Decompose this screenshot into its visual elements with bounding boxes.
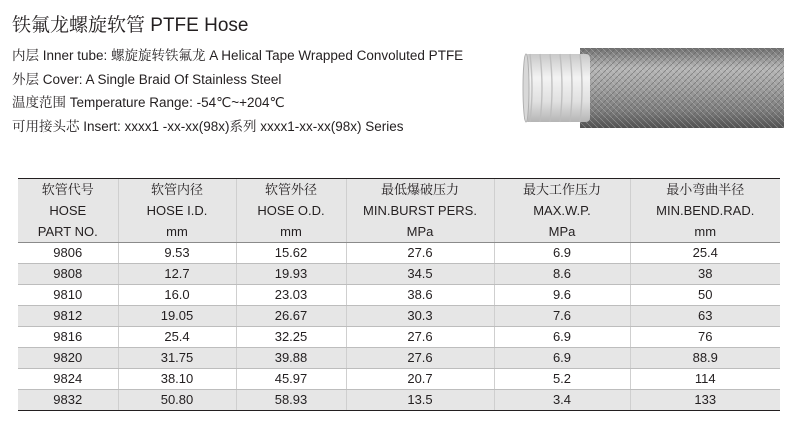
table-cell: 133 — [630, 390, 780, 411]
header-cell: 最低爆破压力 — [346, 179, 494, 201]
table-cell: 16.0 — [118, 285, 236, 306]
table-cell: 38 — [630, 264, 780, 285]
header-cell: MIN.BEND.RAD. — [630, 200, 780, 221]
table-cell: 5.2 — [494, 369, 630, 390]
header-cell: 软管代号 — [18, 179, 118, 201]
table-cell: 9820 — [18, 348, 118, 369]
table-cell: 9812 — [18, 306, 118, 327]
header-row-english — [18, 200, 780, 221]
header-row-units — [18, 221, 780, 243]
table-cell: 8.6 — [494, 264, 630, 285]
hose-spec-table — [18, 178, 780, 411]
table-cell: 38.6 — [346, 285, 494, 306]
table-row — [18, 369, 780, 390]
table-cell: 27.6 — [346, 327, 494, 348]
table-cell: 9.6 — [494, 285, 630, 306]
table-cell: 34.5 — [346, 264, 494, 285]
ptfe-hose-image — [522, 40, 784, 136]
page-title: 铁氟龙螺旋软管 PTFE Hose — [12, 15, 249, 36]
header-cell: mm — [118, 221, 236, 243]
header-cell: MIN.BURST PERS. — [346, 200, 494, 221]
table-cell: 9832 — [18, 390, 118, 411]
table-cell: 88.9 — [630, 348, 780, 369]
table-cell: 3.4 — [494, 390, 630, 411]
header-cell: 软管外径 — [236, 179, 346, 201]
table-cell: 19.05 — [118, 306, 236, 327]
table-cell: 12.7 — [118, 264, 236, 285]
ptfe-tube — [524, 54, 590, 122]
header-cell: MAX.W.P. — [494, 200, 630, 221]
table-cell: 7.6 — [494, 306, 630, 327]
spec-list — [12, 44, 463, 138]
table-cell: 9808 — [18, 264, 118, 285]
table-cell: 20.7 — [346, 369, 494, 390]
header-cell: HOSE — [18, 200, 118, 221]
table-cell: 23.03 — [236, 285, 346, 306]
table-cell: 114 — [630, 369, 780, 390]
table-cell: 9816 — [18, 327, 118, 348]
table-cell: 63 — [630, 306, 780, 327]
spec-inner-tube: 内层 Inner tube: 螺旋旋转铁氟龙 A Helical Tape Wrapped Convoluted PTFE — [12, 48, 464, 63]
ptfe-tube-end — [523, 54, 529, 122]
table-cell: 6.9 — [494, 348, 630, 369]
table-cell: 26.67 — [236, 306, 346, 327]
table-cell: 15.62 — [236, 243, 346, 264]
table-cell: 39.88 — [236, 348, 346, 369]
header-cell: MPa — [346, 221, 494, 243]
table-cell: 32.25 — [236, 327, 346, 348]
spec-insert: 可用接头芯 Insert: xxxx1 -xx-xx(98x)系列 xxxx1-xx-xx(98x) Series — [12, 118, 404, 134]
table-cell: 50 — [630, 285, 780, 306]
braid-texture — [580, 48, 784, 128]
table-cell: 9.53 — [118, 243, 236, 264]
table-cell: 25.4 — [118, 327, 236, 348]
table-cell: 31.75 — [118, 348, 236, 369]
table-cell: 27.6 — [346, 243, 494, 264]
table-cell: 6.9 — [494, 327, 630, 348]
table-row — [18, 390, 780, 411]
header-cell: MPa — [494, 221, 630, 243]
table-cell: 58.93 — [236, 390, 346, 411]
header-cell: mm — [236, 221, 346, 243]
header-row-chinese — [18, 179, 780, 201]
table-cell: 38.10 — [118, 369, 236, 390]
table-row — [18, 243, 780, 264]
table-cell: 13.5 — [346, 390, 494, 411]
table-row — [18, 306, 780, 327]
spec-cover: 外层 Cover: A Single Braid Of Stainless Steel — [12, 71, 282, 87]
header-cell: HOSE O.D. — [236, 200, 346, 221]
table-cell: 19.93 — [236, 264, 346, 285]
table-cell: 9806 — [18, 243, 118, 264]
table-cell: 9824 — [18, 369, 118, 390]
table-row — [18, 264, 780, 285]
table-cell: 76 — [630, 327, 780, 348]
header-cell: HOSE I.D. — [118, 200, 236, 221]
table-cell: 25.4 — [630, 243, 780, 264]
table-cell: 50.80 — [118, 390, 236, 411]
header-cell: mm — [630, 221, 780, 243]
table-row — [18, 285, 780, 306]
header-cell: 最小弯曲半径 — [630, 179, 780, 201]
header-cell: PART NO. — [18, 221, 118, 243]
header-cell: 软管内径 — [118, 179, 236, 201]
table-cell: 9810 — [18, 285, 118, 306]
table-row — [18, 327, 780, 348]
table-cell: 27.6 — [346, 348, 494, 369]
table-cell: 30.3 — [346, 306, 494, 327]
spec-temperature-range: 温度范围 Temperature Range: -54℃~+204℃ — [12, 95, 285, 110]
header-cell: 最大工作压力 — [494, 179, 630, 201]
table-cell: 45.97 — [236, 369, 346, 390]
table-row — [18, 348, 780, 369]
table-cell: 6.9 — [494, 243, 630, 264]
